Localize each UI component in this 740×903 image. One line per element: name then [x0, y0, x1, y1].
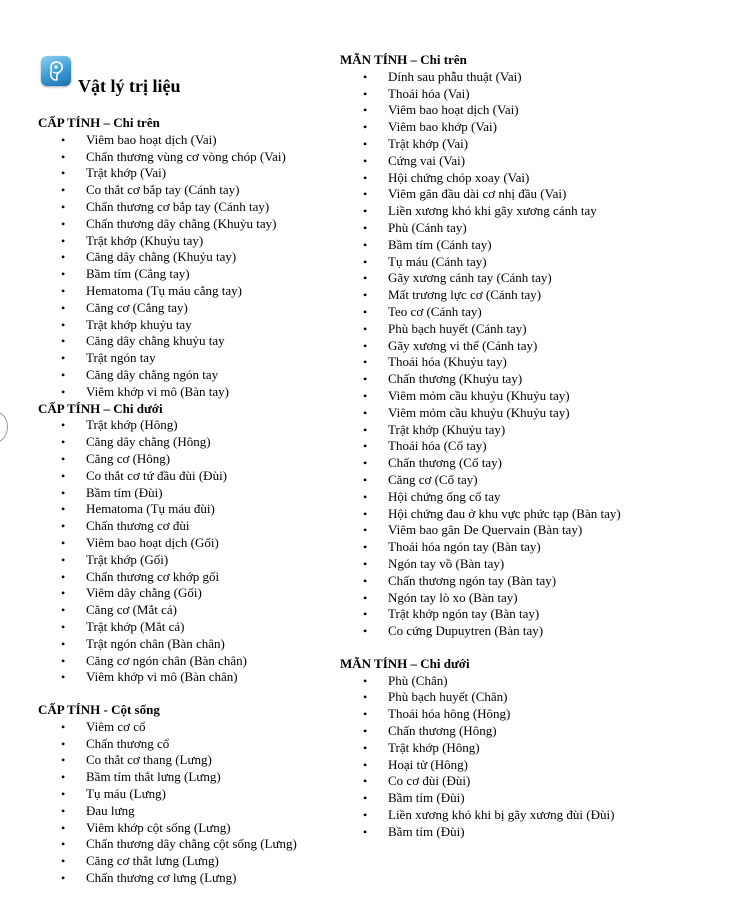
list-item: • Thoái hóa (Khuỷu tay) — [340, 354, 628, 371]
list-item: • Chấn thương dây chằng cột sống (Lưng) — [38, 836, 338, 853]
app-logo-icon — [41, 56, 71, 86]
list-item: • Viêm bao hoạt dịch (Vai) — [38, 132, 338, 149]
list-item: • Dính sau phẫu thuật (Vai) — [340, 69, 628, 86]
list-item: • Teo cơ (Cánh tay) — [340, 304, 628, 321]
list-item: • Co thắt cơ thang (Lưng) — [38, 752, 338, 769]
list-item: • Chấn thương vùng cơ vòng chóp (Vai) — [38, 149, 338, 166]
page-edge-circle — [0, 412, 8, 442]
list-item: • Chấn thương cơ đùi — [38, 518, 338, 535]
list-item: • Mất trương lực cơ (Cánh tay) — [340, 287, 628, 304]
list-item: • Viêm khớp cột sống (Lưng) — [38, 820, 338, 837]
list-item: • Co thắt cơ tứ đầu đùi (Đùi) — [38, 468, 338, 485]
list-item: • Thoái hóa (Vai) — [340, 86, 628, 103]
list-item: • Trật khớp (Vai) — [340, 136, 628, 153]
list-item: • Cứng vai (Vai) — [340, 153, 628, 170]
list-item: • Phù bạch huyết (Cánh tay) — [340, 321, 628, 338]
list-item: • Thoái hóa (Cổ tay) — [340, 438, 628, 455]
list-item: • Căng cơ (Hông) — [38, 451, 338, 468]
section-acute-upper — [38, 115, 338, 401]
condition-list — [38, 719, 338, 887]
section-acute-lower — [38, 401, 338, 687]
list-item: • Phù (Chân) — [340, 673, 628, 690]
right-column — [340, 52, 640, 841]
list-item: • Căng cơ thắt lưng (Lưng) — [38, 853, 338, 870]
list-item: • Căng dây chằng (Hông) — [38, 434, 338, 451]
list-item: • Tụ máu (Cánh tay) — [340, 254, 628, 271]
list-item: • Gãy xương vi thể (Cánh tay) — [340, 338, 628, 355]
list-item: • Ngón tay vồ (Bàn tay) — [340, 556, 628, 573]
list-item: • Trật khớp (Khuỷu tay) — [340, 422, 628, 439]
list-item: • Hematoma (Tụ máu đùi) — [38, 501, 338, 518]
list-item: • Chấn thương (Khuỷu tay) — [340, 371, 628, 388]
list-item: • Ngón tay lò xo (Bàn tay) — [340, 590, 628, 607]
list-item: • Chấn thương (Hông) — [340, 723, 628, 740]
list-item: • Viêm bao hoạt dịch (Gối) — [38, 535, 338, 552]
document-title: Vật lý trị liệu — [78, 76, 181, 96]
list-item: • Viêm bao gân De Quervain (Bàn tay) — [340, 522, 628, 539]
list-item: • Trật ngón chân (Bàn chân) — [38, 636, 338, 653]
list-item: • Căng cơ ngón chân (Bàn chân) — [38, 653, 338, 670]
left-column — [38, 115, 338, 887]
list-item: • Hematoma (Tụ máu cẳng tay) — [38, 283, 338, 300]
list-item: • Hoại tử (Hông) — [340, 757, 628, 774]
list-item: • Bầm tím (Đùi) — [38, 485, 338, 502]
list-item: • Trật khớp ngón tay (Bàn tay) — [340, 606, 628, 623]
list-item: • Liền xương khó khi gãy xương cánh tay — [340, 203, 628, 220]
list-item: • Co cứng Dupuytren (Bàn tay) — [340, 623, 628, 640]
condition-list — [38, 417, 338, 686]
section-title: CẤP TÍNH - Cột sống — [38, 702, 160, 718]
section-acute-spine — [38, 702, 338, 887]
list-item: • Trật khớp (Khuỷu tay) — [38, 233, 338, 250]
list-item: • Căng dây chằng khuỷu tay — [38, 333, 338, 350]
list-item: • Trật khớp (Vai) — [38, 165, 338, 182]
list-item: • Chấn thương cơ bắp tay (Cánh tay) — [38, 199, 338, 216]
list-item: • Bầm tím (Đùi) — [340, 824, 628, 841]
list-item: • Căng cơ (Cổ tay) — [340, 472, 628, 489]
section-chronic-lower — [340, 656, 640, 841]
list-item: • Trật khớp (Hông) — [38, 417, 338, 434]
list-item: • Co thắt cơ bắp tay (Cánh tay) — [38, 182, 338, 199]
section-title: MÃN TÍNH – Chi dưới — [340, 655, 470, 671]
list-item: • Hội chứng đau ở khu vực phức tạp (Bàn tay) — [340, 506, 628, 523]
list-item: • Trật khớp (Hông) — [340, 740, 628, 757]
list-item: • Chấn thương (Cổ tay) — [340, 455, 628, 472]
spacer — [340, 640, 640, 656]
list-item: • Viêm khớp vi mô (Bàn tay) — [38, 384, 338, 401]
list-item: • Tụ máu (Lưng) — [38, 786, 338, 803]
list-item: • Gãy xương cánh tay (Cánh tay) — [340, 270, 628, 287]
list-item: • Chấn thương cổ — [38, 736, 338, 753]
list-item: • Căng cơ (Cẳng tay) — [38, 300, 338, 317]
list-item: • Liền xương khó khi bị gãy xương đùi (Đùi) — [340, 807, 628, 824]
list-item: • Thoái hóa hông (Hông) — [340, 706, 628, 723]
list-item: • Căng dây chằng ngón tay — [38, 367, 338, 384]
list-item: • Trật khớp khuỷu tay — [38, 317, 338, 334]
list-item: • Căng cơ (Mắt cá) — [38, 602, 338, 619]
condition-list — [340, 69, 640, 640]
spacer — [38, 686, 338, 702]
list-item: • Chấn thương cơ khớp gối — [38, 569, 338, 586]
list-item: • Thoái hóa ngón tay (Bàn tay) — [340, 539, 628, 556]
list-item: • Co cơ đùi (Đùi) — [340, 773, 628, 790]
list-item: • Viêm khớp vi mô (Bàn chân) — [38, 669, 338, 686]
list-item: • Viêm mỏm cầu khuỷu (Khuỷu tay) — [340, 405, 628, 422]
list-item: • Chấn thương ngón tay (Bàn tay) — [340, 573, 628, 590]
list-item: • Viêm mỏm cầu khuỷu (Khuỷu tay) — [340, 388, 628, 405]
list-item: • Chấn thương cơ lưng (Lưng) — [38, 870, 338, 887]
list-item: • Viêm dây chằng (Gối) — [38, 585, 338, 602]
list-item: • Bầm tím thắt lưng (Lưng) — [38, 769, 338, 786]
list-item: • Bầm tím (Đùi) — [340, 790, 628, 807]
list-item: • Hội chứng ống cổ tay — [340, 489, 628, 506]
list-item: • Hội chứng chóp xoay (Vai) — [340, 170, 628, 187]
list-item: • Bầm tím (Cánh tay) — [340, 237, 628, 254]
condition-list — [38, 132, 338, 401]
list-item: • Trật khớp (Mắt cá) — [38, 619, 338, 636]
list-item: • Trật khớp (Gối) — [38, 552, 338, 569]
condition-list — [340, 673, 640, 841]
list-item: • Phù bạch huyết (Chân) — [340, 689, 628, 706]
section-title: MÃN TÍNH – Chi trên — [340, 52, 467, 67]
section-title: CẤP TÍNH – Chi dưới — [38, 400, 163, 416]
list-item: • Viêm cơ cổ — [38, 719, 338, 736]
list-item: • Đau lưng — [38, 803, 338, 820]
section-chronic-upper — [340, 52, 640, 640]
list-item: • Căng dây chằng (Khuỷu tay) — [38, 249, 338, 266]
list-item: • Viêm bao hoạt dịch (Vai) — [340, 102, 628, 119]
list-item: • Viêm gân đầu dài cơ nhị đầu (Vai) — [340, 186, 628, 203]
section-title: CẤP TÍNH – Chi trên — [38, 115, 160, 130]
list-item: • Phù (Cánh tay) — [340, 220, 628, 237]
list-item: • Viêm bao khớp (Vai) — [340, 119, 628, 136]
list-item: • Chấn thương dây chằng (Khuỷu tay) — [38, 216, 338, 233]
list-item: • Bầm tím (Cẳng tay) — [38, 266, 338, 283]
list-item: • Trật ngón tay — [38, 350, 338, 367]
